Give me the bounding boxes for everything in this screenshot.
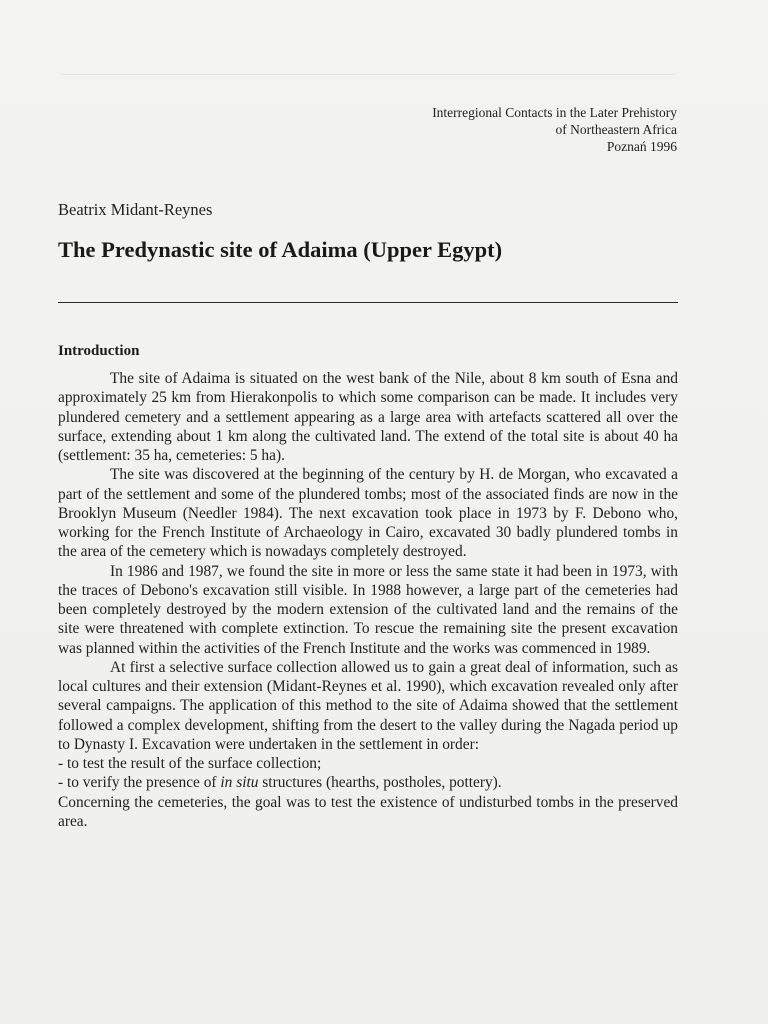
paragraph-5: Concerning the cemeteries, the goal was to test the existence of undisturbed tombs in the preserved area. [58,793,678,830]
series-line-3: Poznań 1996 [606,139,677,154]
section-heading: Introduction [58,343,140,359]
list-item-2-italic: in situ [220,774,259,792]
series-line-1: Interregional Contacts in the Later Prehistory [432,105,677,120]
author-name: Beatrix Midant-Reynes [58,200,213,219]
article-title: The Predynastic site of Adaima (Upper Egypt) [58,237,503,262]
series-note [432,104,677,155]
paragraph-1: The site of Adaima is situated on the west bank of the Nile, about 8 km south of Esna and approximately 25 km from Hierakonpolis to which some comparison can be made. It includes very plundered cemetery and a settlement appearing as a large area with artefacts scattered all over the surface, extending about 1 km along the cultivated land. The extend of the total site is about 40 ha (settlement: 35 ha, cemeteries: 5 ha). [58,370,678,464]
paragraph-2: The site was discovered at the beginning of the century by H. de Morgan, who excavated a part of the settlement and some of the plundered tombs; most of the associated finds are now in the Brooklyn Museum (Needler 1984). The next excavation took place in 1973 by F. Debono who, working for the French Institute of Archaeology in Cairo, excavated 30 badly plundered tombs in the area of the cemetery which is nowadays completely destroyed. [58,466,678,561]
list-item-2-pre: - to verify the presence of [58,774,221,792]
bleed-through-line [60,74,676,75]
list-item-1: - to test the result of the surface collection; [58,755,322,772]
paragraph-4: At first a selective surface collection allowed us to gain a great deal of information, such as local cultures and their extension (Midant-Reynes et al. 1990), which excavation revealed only after several campaigns. The application of this method to the site of Adaima showed that the settlement followed a complex development, shifting from the desert to the valley during the Nagada period up to Dynasty I. Excavation were undertaken in the settlement in order: [58,658,678,753]
article-body [58,369,678,831]
series-line-2: of Northeastern Africa [555,122,677,137]
paragraph-3: In 1986 and 1987, we found the site in more or less the same state it had been in 1973, with the traces of Debono's excavation still visible. In 1988 however, a large part of the cemeteries had been completely destroyed by the modern extension of the cultivated land and the remains of the site were threatened with complete extinction. To rescue the remaining site the present excavation was planned within the activities of the French Institute and the works was commenced in 1989. [58,562,678,657]
list-item-2 [58,773,678,792]
list-item-2-post: structures (hearths, postholes, pottery). [258,774,502,792]
title-divider [58,302,678,303]
